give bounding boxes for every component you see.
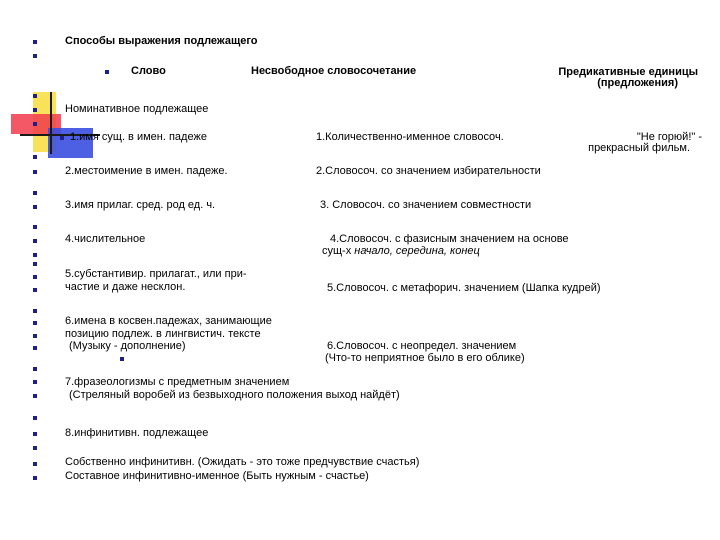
bullet-icon xyxy=(33,191,37,195)
phrase-item-4-italic: начало, середина, конец xyxy=(354,245,480,257)
bullet-icon xyxy=(33,288,37,292)
bullet-icon xyxy=(33,462,37,466)
bullet-icon xyxy=(33,394,37,398)
left-item-7-line2: (Стреляный воробей из безвыходного положения выход найдёт) xyxy=(69,389,400,401)
example-line2: прекрасный фильм. xyxy=(588,142,690,154)
left-item-5-line1: 5.субстантивир. прилагат., или при- xyxy=(65,268,247,280)
bullet-icon xyxy=(33,205,37,209)
bullet-icon xyxy=(33,446,37,450)
bullet-icon xyxy=(33,275,37,279)
bullet-icon xyxy=(33,416,37,420)
bullet-icon xyxy=(60,136,64,140)
phrase-item-2: 2.Словосоч. со значением избирательности xyxy=(316,165,541,177)
bullet-icon xyxy=(33,40,37,44)
header-predicative-line2: (предложения) xyxy=(597,77,678,89)
left-item-6-line1: 6.имена в косвен.падежах, занимающие xyxy=(65,315,272,327)
decorative-vertical-line xyxy=(50,92,52,154)
left-item-1: 1.имя сущ. в имен. падеже xyxy=(70,131,207,143)
left-item-8: 8.инфинитивн. подлежащее xyxy=(65,427,209,439)
phrase-item-4-line2 xyxy=(322,245,480,258)
left-item-6-line2: позицию подлеж. в лингвистич. тексте xyxy=(65,328,261,340)
bullet-icon xyxy=(33,367,37,371)
bullet-icon xyxy=(120,357,124,361)
bullet-icon xyxy=(33,108,37,112)
left-item-4: 4.числительное xyxy=(65,233,146,245)
phrase-item-4-prefix: сущ-х xyxy=(322,245,355,257)
bullet-icon xyxy=(33,225,37,229)
bullet-icon xyxy=(33,54,37,58)
header-phrase: Несвободное словосочетание xyxy=(251,65,417,77)
phrase-item-6-line2: (Что-то неприятное было в его облике) xyxy=(325,352,525,364)
bullet-icon xyxy=(33,321,37,325)
example-line1: "Не горюй!" - xyxy=(636,131,702,143)
bullet-icon xyxy=(33,334,37,338)
bullet-icon xyxy=(33,170,37,174)
bullet-icon xyxy=(33,122,37,126)
left-item-5-line2: частие и даже несклон. xyxy=(65,281,186,293)
nominative-heading: Номинативное подлежащее xyxy=(65,103,209,115)
phrase-item-5: 5.Словосоч. с метафорич. значением (Шапка кудрей) xyxy=(327,282,601,294)
bullet-icon xyxy=(105,70,109,74)
bullet-icon xyxy=(33,155,37,159)
phrase-item-4-line1: 4.Словосоч. с фазисным значением на основе xyxy=(330,233,569,245)
bullet-icon xyxy=(33,94,37,98)
phrase-item-6-line1: 6.Словосоч. с неопредел. значением xyxy=(327,340,517,352)
phrase-item-3: 3. Словосоч. со значением совместности xyxy=(320,199,532,211)
phrase-item-1: 1.Количественно-именное словосоч. xyxy=(316,131,504,143)
bullet-icon xyxy=(33,253,37,257)
left-item-2: 2.местоимение в имен. падеже. xyxy=(65,165,228,177)
bullet-icon xyxy=(33,309,37,313)
page-title: Способы выражения подлежащего xyxy=(65,35,258,47)
left-item-3: 3.имя прилаг. сред. род ед. ч. xyxy=(65,199,216,211)
left-item-6-line3: (Музыку - дополнение) xyxy=(69,340,186,352)
bullet-icon xyxy=(33,380,37,384)
bullet-icon xyxy=(33,432,37,436)
bullet-icon xyxy=(33,239,37,243)
header-word: Слово xyxy=(131,65,166,77)
infinitive-item-2: Составное инфинитивно-именное (Быть нужным - счастье) xyxy=(65,470,369,482)
bullet-icon xyxy=(33,262,37,266)
bullet-icon xyxy=(33,346,37,350)
infinitive-item-1: Собственно инфинитивн. (Ожидать - это тоже предчувствие счастья) xyxy=(65,456,420,468)
header-predicative-line1: Предикативные единицы xyxy=(558,66,698,78)
left-item-7-line1: 7.фразеологизмы с предметным значением xyxy=(65,376,290,388)
bullet-icon xyxy=(33,476,37,480)
